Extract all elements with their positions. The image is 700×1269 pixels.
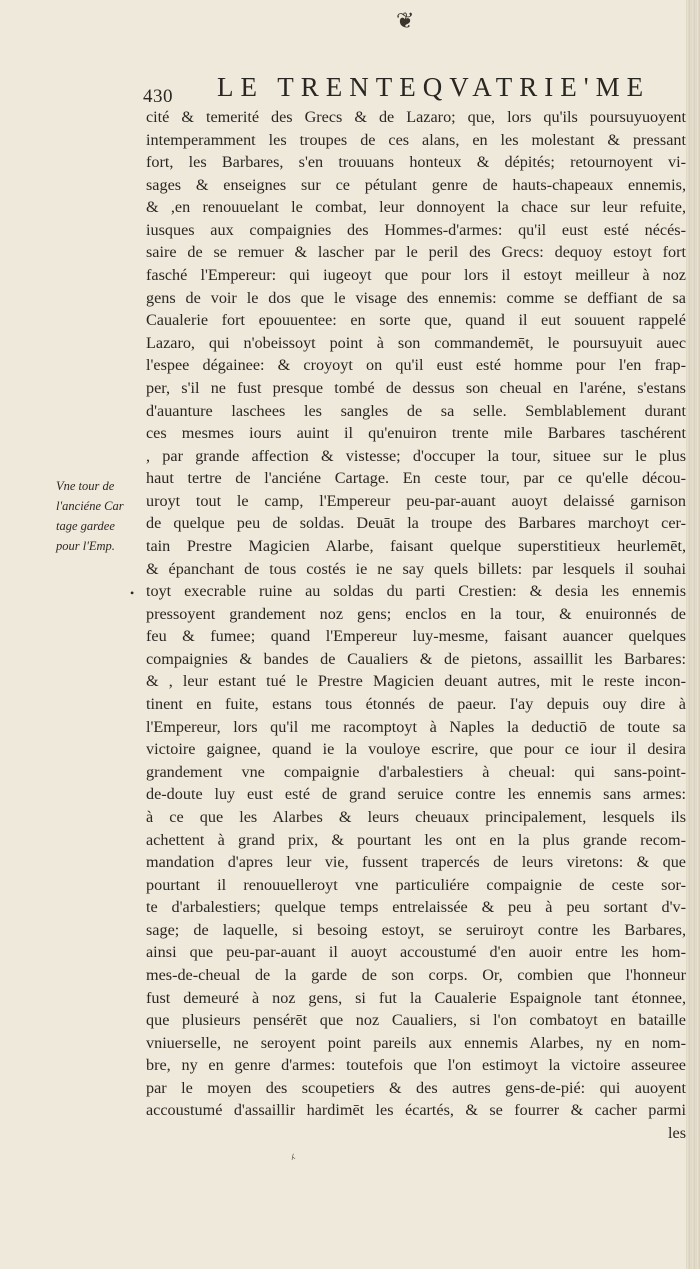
body-text	[146, 106, 686, 1145]
bottom-mark: ⁁	[287, 1145, 296, 1161]
text-line: saire de se remuer & lascher par le peril des Grecs: dequoy estoyt fort	[146, 243, 686, 262]
text-line: accoustumé d'assaillir hardimēt les écartés, & se fourrer & cacher parmi	[146, 1101, 686, 1120]
text-line: mes-de-cheual de la garde de son corps. Or, combien que l'honneur	[146, 965, 686, 984]
text-line: tinent en fuite, estans tous étonnés de paeur. I'ay depuis ouy dire à	[146, 695, 686, 714]
text-line: l'Empereur, lors qu'il me racomptoyt à Naples la deductiō de toute sa	[146, 717, 686, 736]
page-number: 430	[143, 86, 173, 107]
text-line: victoire gaignee, quand ie la vouloye escrire, que pour ce iour il desira	[146, 740, 686, 759]
text-line: , par grande affection & vistesse; d'occuper la tour, situee sur le plus	[146, 446, 686, 465]
text-line: vniuerselle, ne seroyent point pareils aux ennemis Alarbes, ny en nom-	[146, 1033, 686, 1052]
text-line: l'espee dégainee: & croyoyt on qu'il eust esté homme pour l'en frap-	[146, 356, 686, 375]
text-line: bre, ny en genre d'armes: toutefois que l'on estimoyt la victoire asseuree	[146, 1056, 686, 1075]
text-line: pourtant il renouuelleroyt vne particuliére compaignie de ceste sor-	[146, 875, 686, 894]
text-line: per, s'il ne fust presque tombé de dessus son cheual en l'aréne, s'estans	[146, 378, 686, 397]
marginal-note-line: Vne tour de	[56, 479, 115, 493]
marginal-note-line: l'anciéne Car	[56, 499, 124, 513]
running-head: LE TRENTEQVATRIE'ME	[217, 72, 651, 102]
marginal-note-line: pour l'Emp.	[56, 539, 115, 553]
text-line: achettent à grand prix, & pourtant les ont en la plus grande recom-	[146, 830, 686, 849]
text-line: de quelque peu de soldas. Deuāt la troupe des Barbares marchoyt cer-	[146, 514, 686, 533]
text-line: iusques aux compaignies des Hommes-d'armes: qu'il eust esté nécés-	[146, 220, 686, 239]
text-line: les	[668, 1124, 686, 1143]
text-line: fust demeuré à noz gens, si fut la Caualerie Espaignole tant étonnee,	[146, 988, 686, 1007]
text-line: te d'arbalestiers; quelque temps entrelaissée & peu à peu sortant d'v-	[146, 898, 686, 917]
text-line: & épanchant de tous costés ie ne say quels billets: par lesquels il souhai	[146, 559, 686, 578]
text-line: & ,en renouuelant le combat, leur donnoyent la chace sur leur refuite,	[146, 198, 686, 217]
text-line: d'auanture laschees les sangles de sa selle. Semblablement durant	[146, 401, 686, 420]
text-line: grandement vne compaignie d'arbalestiers à cheual: qui sans-point-	[146, 762, 686, 781]
text-line: fort, les Barbares, s'en trouuans honteux & dépités; retournoyent vi-	[146, 153, 686, 172]
text-line: uroyt tout le camp, l'Empereur peu-par-auant auoyt delaissé garnison	[146, 491, 686, 510]
text-line: que plusieurs pensérēt que noz Caualiers, si l'on combatoyt en bataille	[146, 1011, 686, 1030]
marginal-note-line: tage gardee	[56, 519, 115, 533]
text-line: fasché l'Empereur: qui iugeoyt que pour lors il estoyt meilleur à noz	[146, 266, 686, 285]
text-line: de-doute luy eust esté de grand seruice contre les ennemis sans armes:	[146, 785, 686, 804]
text-line: toyt execrable ruine au soldas du parti Crestien: & desia les ennemis	[146, 582, 686, 601]
marginal-note	[56, 476, 142, 556]
top-ornament-mark: ❦	[396, 8, 415, 33]
text-line: feu & fumee; quand l'Empereur luy-mesme, faisant auancer quelques	[146, 627, 686, 646]
text-line: tain Prestre Magicien Alarbe, faisant quelque superstitieux heurlemēt,	[146, 536, 686, 555]
text-line: ces mesmes iours auint il qu'enuiron trente mile Barbares taschérent	[146, 424, 686, 443]
text-line: Caualerie fort epouuentee: en sorte que, quand il eut souuent rappelé	[146, 311, 686, 330]
text-line: pressoyent grandement noz gens; enclos en la tour, & enuironnés de	[146, 604, 686, 623]
text-line: ainsi que peu-par-auant il auoyt accoustumé d'en auoir entre les hom-	[146, 943, 686, 962]
text-line: mandation d'apres leur vie, fussent trapercés de leurs viretons: & que	[146, 853, 686, 872]
text-line: à ce que les Alarbes & leurs cheuaux principalement, lesquels ils	[146, 807, 686, 826]
text-line: & , leur estant tué le Prestre Magicien deuant autres, mit le reste incon-	[146, 672, 686, 691]
page-edge	[686, 0, 700, 1269]
margin-mark: •	[130, 586, 135, 600]
text-line: gens de voir le dos que le visage des ennemis: comme se deffiant de sa	[146, 288, 686, 307]
text-line: cité & temerité des Grecs & de Lazaro; que, lors qu'ils poursuyuoyent	[146, 108, 686, 126]
text-line: intemperamment les troupes de ces alans, en les molestant & pressant	[146, 130, 686, 149]
text-line: haut tertre de l'anciéne Cartage. En ceste tour, par ce qu'elle décou-	[146, 469, 686, 488]
text-line: compaignies & bandes de Caualiers & de pietons, assaillit les Barbares:	[146, 649, 686, 668]
text-line: par le moyen des scoupetiers & des autres gens-de-pié: qui auoyent	[146, 1078, 686, 1097]
text-line: sages & enseignes sur ce pétulant genre de hauts-chapeaux ennemis,	[146, 175, 686, 194]
text-line: sage; de laquelle, si besoing estoyt, se seruiroyt contre les Barbares,	[146, 920, 686, 939]
text-line: Lazaro, qui n'obeissoyt point à son commandemēt, le poursuyuit auec	[146, 333, 686, 352]
